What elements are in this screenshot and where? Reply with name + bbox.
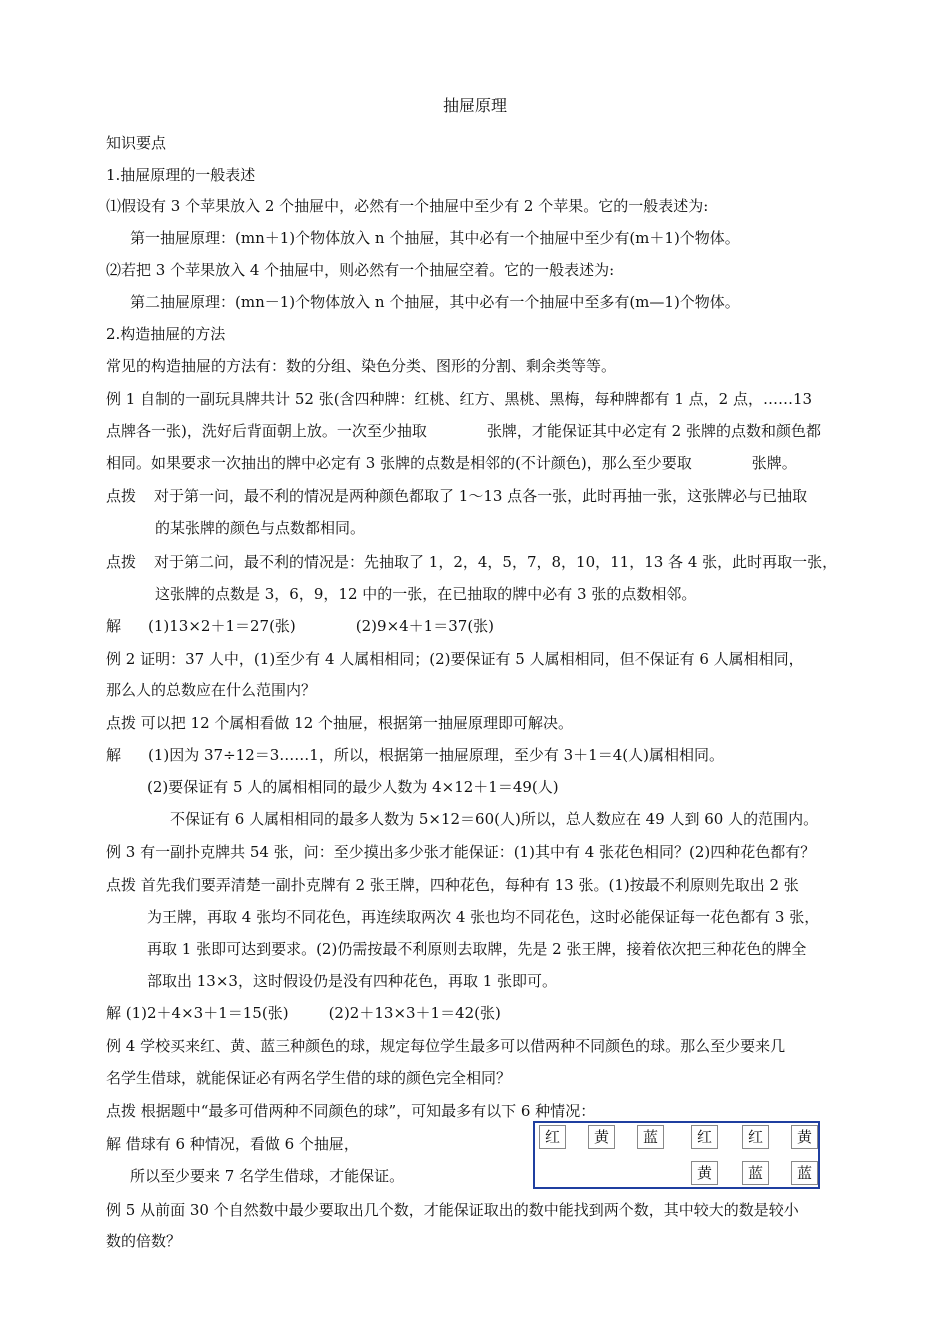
- text-segment: 对于第一问，最不利的情况是两种颜色都取了 1～13 点各一张，此时再抽一张，这张牌必与已抽取: [154, 487, 808, 505]
- hint-line: 点拨 根据题中“最多可借两种不同颜色的球”，可知最多有以下 6 种情况：: [106, 1102, 596, 1120]
- hint-line: 的某张牌的颜色与点数都相同。: [155, 519, 366, 537]
- hint-line: [106, 552, 837, 572]
- hint-line: 点拨 首先我们要弄清楚一副扑克牌有 2 张王牌，四种花色，每种有 13 张。(1)按最不利原则先取出 2 张: [106, 876, 799, 894]
- hint-line: 再取 1 张即可达到要求。(2)仍需按最不利原则去取牌，先是 2 张王牌，接着依次把三种花色的牌全: [147, 940, 807, 958]
- solution-line: [106, 745, 724, 765]
- example-4-line: 名学生借球，就能保证必有两名学生借的球的颜色完全相同？: [106, 1069, 512, 1087]
- example-1-line: [106, 421, 821, 441]
- solution-line: 解 借球有 6 种情况，看做 6 个抽屉，: [106, 1135, 359, 1153]
- hint-line: 这张牌的点数是 3，6，9，12 中的一张，在已抽取的牌中必有 3 张的点数相邻。: [155, 585, 697, 603]
- hint-line: [106, 486, 807, 506]
- solution-line: [106, 1003, 501, 1023]
- text-segment: (2)9×4＋1＝37(张): [355, 617, 495, 635]
- text-segment: 对于第二问，最不利的情况是：先抽取了 1，2，4，5，7，8，10，11，13 各 4 张，此时再取一张，: [154, 553, 838, 571]
- hint-label: 点拨: [106, 553, 137, 571]
- solution-line: 不保证有 6 人属相相同的最多人数为 5×12＝60(人)所以，总人数应在 49 人到 60 人的范围内。: [170, 810, 819, 828]
- example-4-line: 例 4 学校买来红、黄、蓝三种颜色的球，规定每位学生最多可以借两种不同颜色的球。那么至少要来几: [106, 1037, 786, 1055]
- example-2-line: 例 2 证明：37 人中，(1)至少有 4 人属相相同；(2)要保证有 5 人属相相同，但不保证有 6 人属相相同，: [106, 650, 804, 668]
- example-5-line: 例 5 从前面 30 个自然数中最少要取出几个数，才能保证取出的数中能找到两个数，其中较大的数是较小: [106, 1201, 799, 1219]
- solution-line: [106, 616, 494, 636]
- principle-one: 第一抽屉原理：(mn＋1)个物体放入 n 个抽屉，其中必有一个抽屉中至少有(m＋1)个物体。: [130, 229, 740, 247]
- text-segment: (2)2＋13×3＋1＝42(张): [328, 1004, 501, 1022]
- text-segment: 张牌，才能保证其中必定有 2 张牌的点数和颜色都: [486, 422, 821, 440]
- solution-label: 解: [106, 617, 122, 635]
- hint-line: 为王牌，再取 4 张均不同花色，再连续取两次 4 张也均不同花色，这时必能保证每一花色都有 3 张，: [147, 908, 820, 926]
- ball-cell: 蓝: [742, 1161, 769, 1185]
- example-1-line: 例 1 自制的一副玩具牌共计 52 张(含四种牌：红桃、红方、黑桃、黑梅，每种牌都有 1 点，2 点，……13: [106, 390, 813, 408]
- section-heading: 知识要点: [106, 134, 167, 152]
- solution-line: 所以至少要来 7 名学生借球，才能保证。: [130, 1167, 405, 1185]
- example-1-line: [106, 453, 797, 473]
- page-title: 抽屉原理: [442, 96, 507, 115]
- text-segment: (1)13×2＋1＝27(张): [148, 617, 296, 635]
- paragraph-line: ⑴假设有 3 个苹果放入 2 个抽屉中，必然有一个抽屉中至少有 2 个苹果。它的一般表述为:: [106, 197, 709, 215]
- example-5-line: 数的倍数？: [106, 1232, 182, 1250]
- text-segment: 张牌。: [751, 454, 797, 472]
- text-segment: 解 (1)2＋4×3＋1＝15(张): [106, 1004, 289, 1022]
- subsection-heading: 1.抽屉原理的一般表述: [106, 166, 256, 184]
- ball-cell: 黄: [791, 1125, 818, 1149]
- example-2-line: 那么人的总数应在什么范围内？: [106, 681, 317, 699]
- example-3-line: 例 3 有一副扑克牌共 54 张，问：至少摸出多少张才能保证：(1)其中有 4 张花色相同？(2)四种花色都有？: [106, 843, 816, 861]
- ball-cell: 红: [539, 1125, 566, 1149]
- subsection-heading: 2.构造抽屉的方法: [106, 325, 226, 343]
- text-segment: 点牌各一张)，洗好后背面朝上放。一次至少抽取: [106, 422, 427, 440]
- ball-cell: 蓝: [637, 1125, 664, 1149]
- ball-cell: 红: [742, 1125, 769, 1149]
- ball-cell: 蓝: [791, 1161, 818, 1185]
- ball-cell: 黄: [588, 1125, 615, 1149]
- ball-combination-table: [533, 1121, 820, 1189]
- text-segment: 相同。如果要求一次抽出的牌中必定有 3 张牌的点数是相邻的(不计颜色)，那么至少要取: [106, 454, 692, 472]
- hint-label: 点拨: [106, 487, 137, 505]
- paragraph-line: ⑵若把 3 个苹果放入 4 个抽屉中，则必然有一个抽屉空着。它的一般表述为:: [106, 261, 615, 279]
- ball-cell: 红: [691, 1125, 718, 1149]
- hint-line: 点拨 可以把 12 个属相看做 12 个抽屉，根据第一抽屉原理即可解决。: [106, 714, 574, 732]
- ball-cell: 黄: [691, 1161, 718, 1185]
- text-segment: (1)因为 37÷12＝3……1，所以，根据第一抽屉原理，至少有 3＋1＝4(人)属相相同。: [148, 746, 724, 764]
- principle-two: 第二抽屉原理：(mn－1)个物体放入 n 个抽屉，其中必有一个抽屉中至多有(m—1)个物体。: [130, 293, 740, 311]
- solution-label: 解: [106, 746, 122, 764]
- paragraph-line: 常见的构造抽屉的方法有：数的分组、染色分类、图形的分割、剩余类等等。: [106, 357, 617, 375]
- solution-line: (2)要保证有 5 人的属相相同的最少人数为 4×12＋1＝49(人): [147, 778, 559, 796]
- hint-line: 部取出 13×3，这时假设仍是没有四种花色，再取 1 张即可。: [147, 972, 558, 990]
